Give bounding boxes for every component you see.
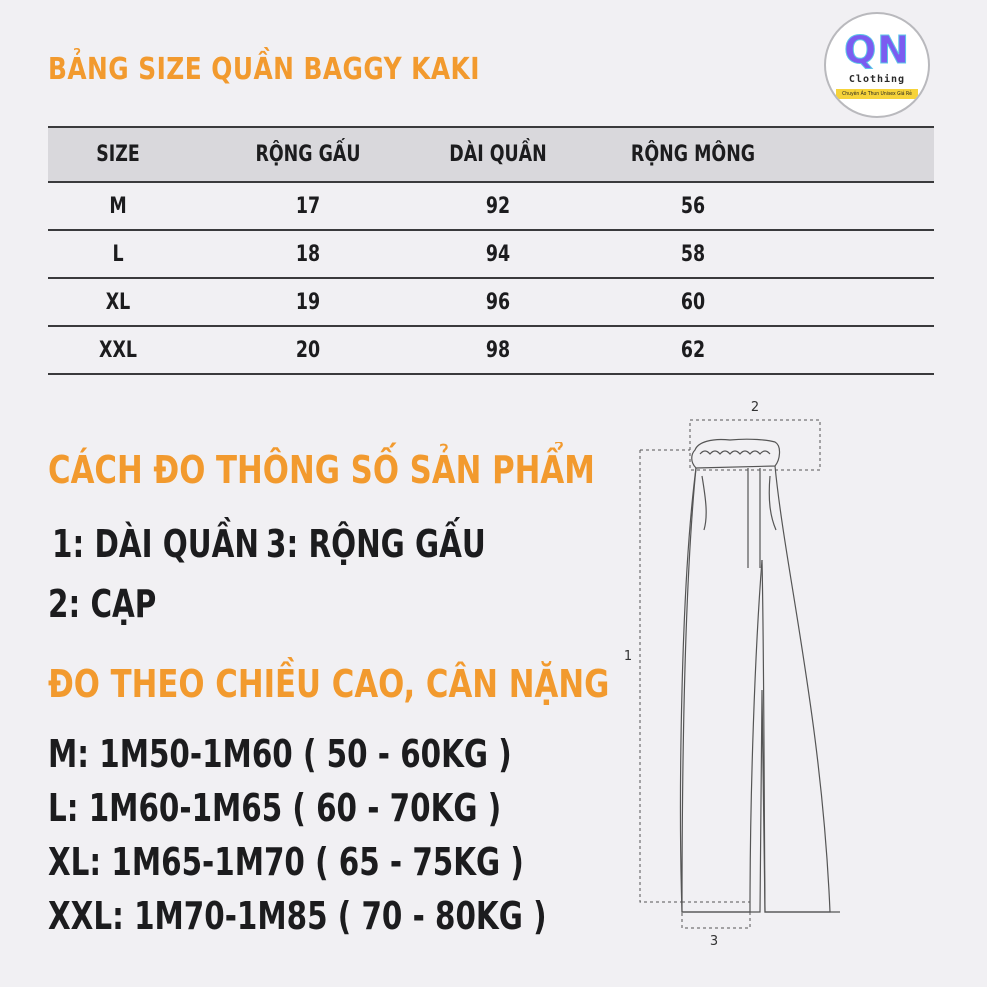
table-cell: 60 [680,289,706,315]
header-rong-gau: RỘNG GẤU [255,142,361,167]
table-cell: 98 [485,337,511,363]
table-row [48,279,934,327]
page-title: BẢNG SIZE QUẦN BAGGY KAKI [48,52,480,87]
height-line-m: M: 1M50-1M60 ( 50 - 60KG ) [48,732,512,776]
measure-item-waist: 2: CẠP [48,582,157,626]
logo-tagline: Chuyên Áo Thun Unisex Giá Rẻ [836,89,918,99]
height-line-xxl: XXL: 1M70-1M85 ( 70 - 80KG ) [48,894,547,938]
header-rong-mong: RỘNG MÔNG [630,142,756,167]
table-header-row [48,126,934,183]
table-cell: 19 [295,289,321,315]
logo-mark: QN [843,28,911,72]
height-line-l: L: 1M60-1M65 ( 60 - 70KG ) [48,786,502,830]
table-cell: 96 [485,289,511,315]
header-size: SIZE [96,142,140,167]
table-cell: 92 [485,193,511,219]
logo-subtitle: Clothing [848,74,906,85]
table-cell: 94 [485,241,511,267]
table-cell: 58 [680,241,706,267]
waist-dimension [690,420,820,470]
waistband-ruffle [700,451,770,454]
dim-label-hem: 3 [709,934,719,949]
table-row [48,183,934,231]
height-line-xl: XL: 1M65-1M70 ( 65 - 75KG ) [48,840,524,884]
table-cell: 18 [295,241,321,267]
pants-diagram [600,390,840,960]
table-row [48,327,934,375]
table-cell: 17 [295,193,321,219]
table-cell: L [112,241,124,267]
dim-label-waist: 2 [750,400,760,415]
measure-title: CÁCH ĐO THÔNG SỐ SẢN PHẨM [48,448,595,492]
table-cell: 20 [295,337,321,363]
table-cell: XXL [99,337,137,363]
hem-dimension [682,902,750,928]
table-cell: M [109,193,127,219]
table-row [48,231,934,279]
pants-outline [692,439,780,468]
measure-item-length: 1: DÀI QUẦN [52,522,260,566]
size-table [48,126,934,375]
brand-logo [824,12,930,118]
dim-label-length: 1 [623,649,633,664]
table-cell: 62 [680,337,706,363]
table-cell: XL [105,289,131,315]
table-cell: 56 [680,193,706,219]
header-dai-quan: DÀI QUẦN [449,142,547,167]
measure-item-hem: 3: RỘNG GẤU [266,522,486,566]
height-weight-title: ĐO THEO CHIỀU CAO, CÂN NẶNG [48,662,610,706]
